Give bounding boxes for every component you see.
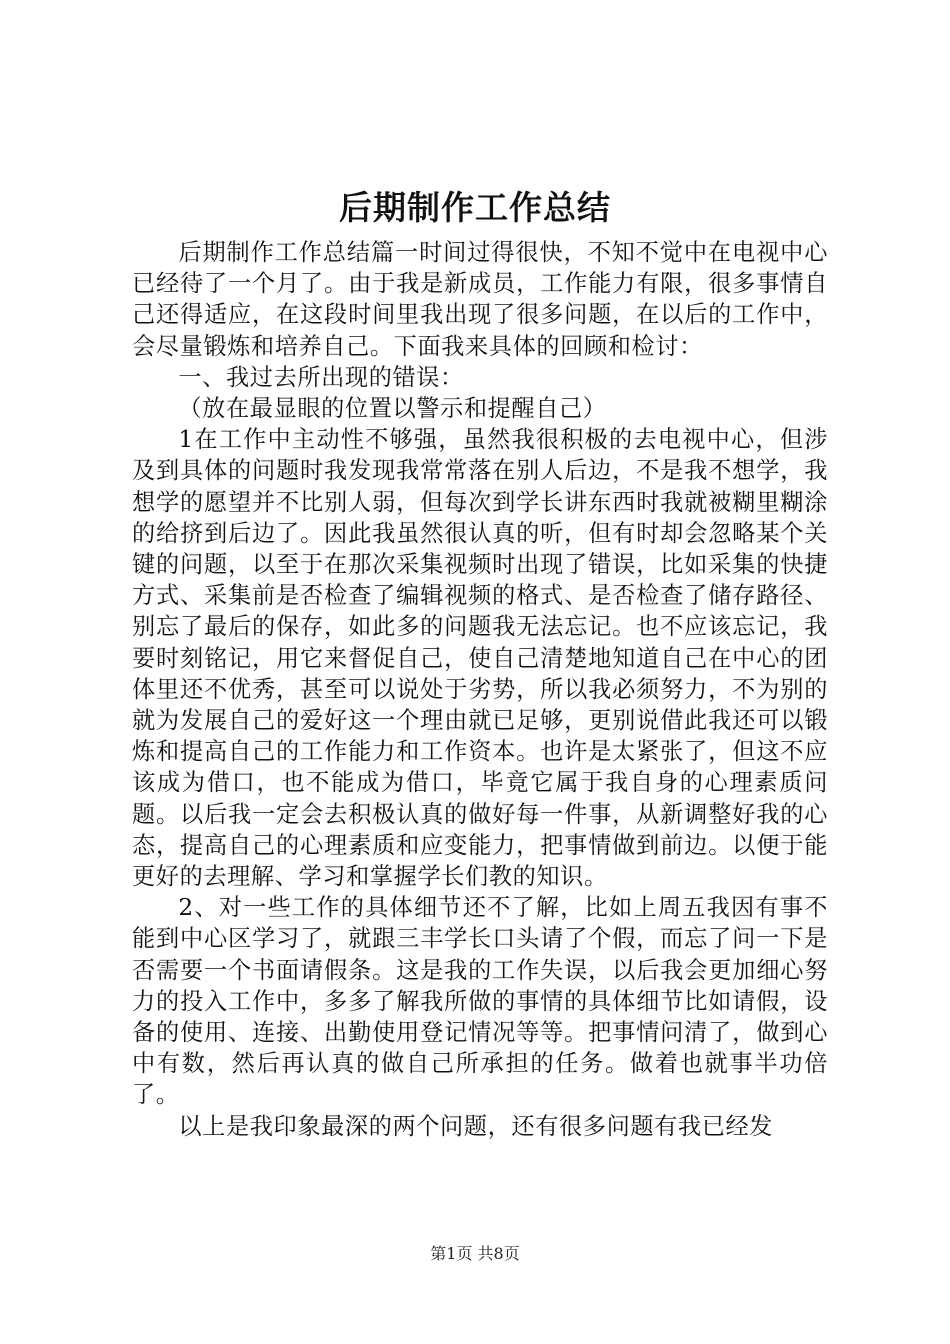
paragraph-item-2: 2、对一些工作的具体细节还不了解，比如上周五我因有事不能到中心区学习了，就跟三丰学长口头请了个假，而忘了问一下是否需要一个书面请假条。这是我的工作失误，以后我会更加细心努力的投入工作中，多多了解我所做的事情的具体细节比如请假，设备的使用、连接、出勤使用登记情况等等。把事情问清了，做到心中有数，然后再认真的做自己所承担的任务。做着也就事半功倍了。 <box>132 894 828 1109</box>
paragraph-closing: 以上是我印象最深的两个问题，还有很多问题有我已经发 <box>178 1112 774 1140</box>
section-heading: 一、我过去所出现的错误： <box>178 363 464 391</box>
paragraph-item-1: 1在工作中主动性不够强，虽然我很积极的去电视中心，但涉及到具体的问题时我发现我常常落在别人后边，不是我不想学，我想学的愿望并不比别人弱，但每次到学长讲东西时我就被糊里糊涂的给挤到后边了。因此我虽然很认真的听，但有时却会忽略某个关键的问题，以至于在那次采集视频时出现了错误，比如采集的快捷方式、采集前是否检查了编辑视频的格式、是否检查了储存路径、别忘了最后的保存，如此多的问题我无法忘记。也不应该忘记，我要时刻铭记，用它来督促自己，使自己清楚地知道自己在中心的团体里还不优秀，甚至可以说处于劣势，所以我必须努力，不为别的就为发展自己的爱好这一个理由就已足够，更别说借此我还可以锻炼和提高自己的工作能力和工作资本。也许是太紧张了，但这不应该成为借口，也不能成为借口，毕竟它属于我自身的心理素质问题。以后我一定会去积极认真的做好每一件事，从新调整好我的心态，提高自己的心理素质和应变能力，把事情做到前边。以便于能更好的去理解、学习和掌握学长们教的知识。 <box>132 426 828 891</box>
page-footer: 第1页 共8页 <box>430 1244 520 1263</box>
page-title: 后期制作工作总结 <box>339 188 611 227</box>
section-note: （放在最显眼的位置以警示和提醒自己） <box>178 395 607 423</box>
paragraph-intro: 后期制作工作总结篇一时间过得很快，不知不觉中在电视中心已经待了一个月了。由于我是新成员，工作能力有限，很多事情自己还得适应，在这段时间里我出现了很多问题，在以后的工作中，会尽量锻炼和培养自己。下面我来具体的回顾和检讨： <box>132 239 828 360</box>
document-body <box>132 237 828 1142</box>
